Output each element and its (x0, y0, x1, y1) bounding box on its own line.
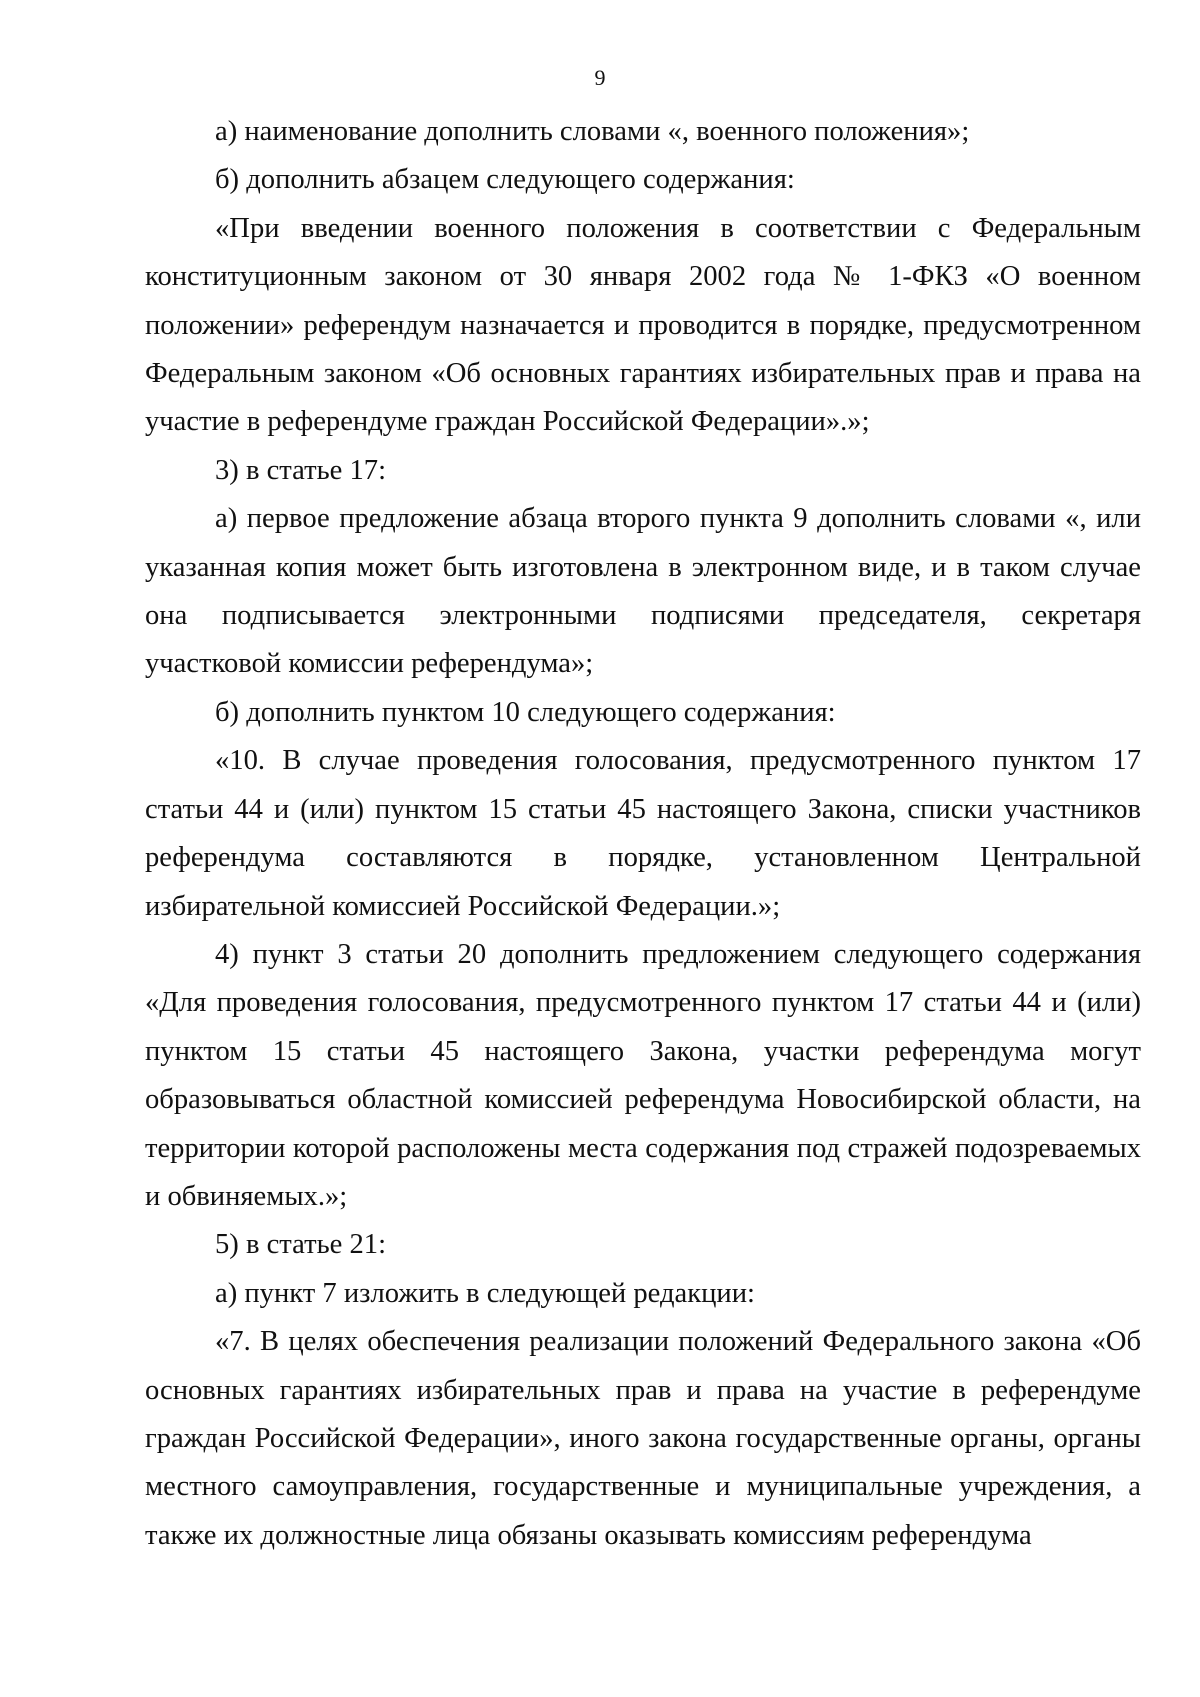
document-body (145, 108, 1141, 1560)
page-number: 9 (594, 65, 606, 90)
paragraph-article-17-b: б) дополнить пунктом 10 следующего содержания: (215, 696, 836, 728)
paragraph-article-17-heading: 3) в статье 17: (215, 454, 387, 486)
paragraph-article-20: 4) пункт 3 статьи 20 дополнить предложением следующего содержания «Для проведения голосования, предусмотренного пунктом 17 статьи 44 и (или) пунктом 15 статьи 45 настоящего Закона, участки референдума могут образовываться областной комиссией референдума Новосибирской области, на территории которой расположены места содержания под стражей подозреваемых и обвиняемых.»; (145, 938, 1141, 1212)
paragraph-add-clause: б) дополнить абзацем следующего содержания: (215, 164, 795, 196)
paragraph-article-17-a: а) первое предложение абзаца второго пункта 9 дополнить словами «, или указанная копия может быть изготовлена в электронном виде, и в таком случае она подписывается электронными подписями председателя, секретаря участковой комиссии референдума»; (145, 503, 1141, 680)
paragraph-point-7: «7. В целях обеспечения реализации положений Федерального закона «Об основных гарантиях избирательных прав и права на участие в референдуме граждан Российской Федерации», иного закона государственные органы, органы местного самоуправления, государственные и муниципальные учреждения, а также их должностные лица обязаны оказывать комиссиям референдума (145, 1326, 1141, 1551)
paragraph-article-21-heading: 5) в статье 21: (215, 1229, 387, 1261)
paragraph-martial-law-clause: «При введении военного положения в соответствии с Федеральным конституционным законом от 30 января 2002 года № 1-ФКЗ «О военном положении» референдум назначается и проводится в порядке, предусмотренном Федеральным законом «Об основных гарантиях избирательных прав и права на участие в референдуме граждан Российской Федерации».»; (145, 212, 1141, 438)
paragraph-point-10: «10. В случае проведения голосования, предусмотренного пунктом 17 статьи 44 и (или) пунктом 15 статьи 45 настоящего Закона, списки участников референдума составляются в порядке, установленном Центральной избирательной комиссией Российской Федерации.»; (145, 745, 1141, 922)
paragraph-amend-title: а) наименование дополнить словами «, военного положения»; (215, 116, 970, 147)
paragraph-article-21-a: а) пункт 7 изложить в следующей редакции: (215, 1277, 755, 1309)
